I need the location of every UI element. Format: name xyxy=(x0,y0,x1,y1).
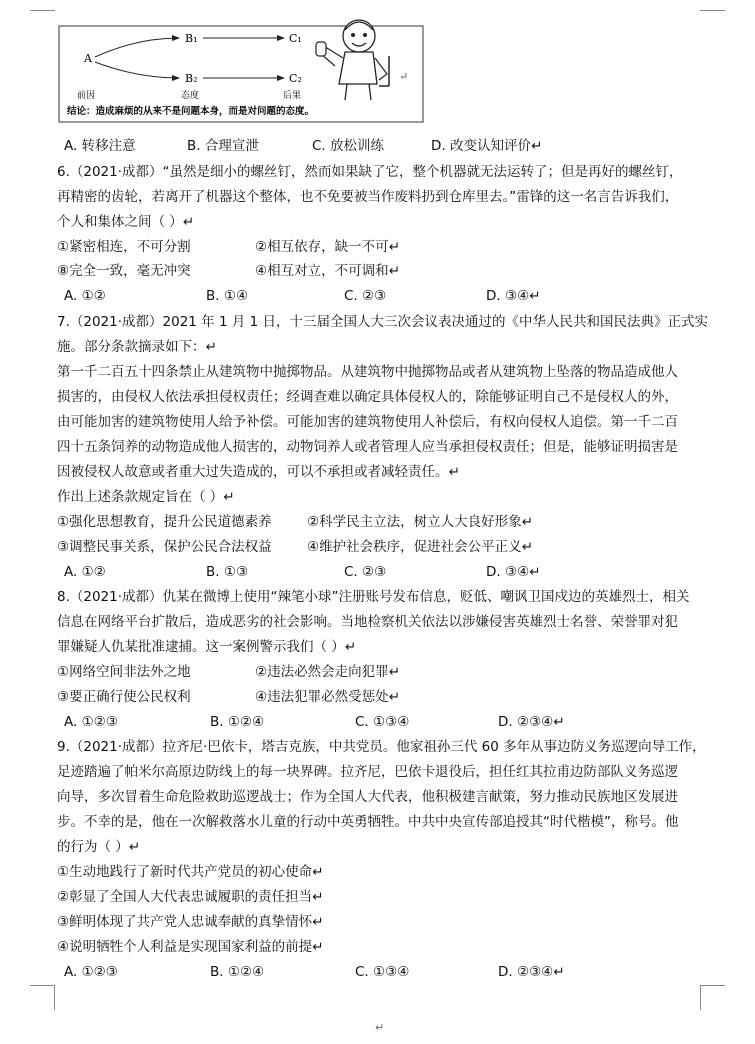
q8-option-c[interactable]: C. ①③④ xyxy=(355,714,410,730)
q6-choice-1: ①紧密相连，不可分割 xyxy=(57,239,191,255)
q6-stem-line-2: 再精密的齿轮，若离开了机器这个整体，也不免要被当作废料扔到仓库里去。”雷锋的这一名言告诉我们， xyxy=(57,189,679,205)
crop-mark-bottom-right xyxy=(700,985,725,1010)
q5-option-b[interactable]: B. 合理宣泄 xyxy=(187,138,259,154)
q8-choice-1: ①网络空间非法外之地 xyxy=(57,664,191,680)
q7-choice-4: ④维护社会秩序，促进社会公平正义↵ xyxy=(307,539,533,555)
q7-stem-line-2: 施。部分条款摘录如下：↵ xyxy=(57,339,217,355)
q9-stem-line-5: 的行为（ ）↵ xyxy=(57,839,141,855)
figure-return-mark: ↵ xyxy=(399,70,409,83)
q7-option-a[interactable]: A. ①② xyxy=(64,564,106,580)
abc-diagram-figure xyxy=(57,0,427,126)
q9-option-d[interactable]: D. ②③④↵ xyxy=(498,964,565,980)
q6-choice-2: ②相互依存，缺一不可↵ xyxy=(255,239,400,255)
node-c2: C₂ xyxy=(289,72,302,85)
q5-option-d[interactable]: D. 改变认知评价↵ xyxy=(431,138,543,154)
q9-choice-1: ①生动地践行了新时代共产党员的初心使命↵ xyxy=(57,864,324,880)
q7-stem-line-4: 损害的，由侵权人依法承担侵权责任；经调查难以确定具体侵权人的，除能够证明自己不是侵权人的外， xyxy=(57,389,678,405)
cartoon-character-illustration xyxy=(316,20,389,100)
q7-stem-line-5: 由可能加害的建筑物使用人给予补偿。可能加害的建筑物使用人补偿后，有权向侵权人追偿。第一千二百 xyxy=(57,414,678,430)
q9-choice-4: ④说明牺牲个人利益是实现国家利益的前提↵ xyxy=(57,939,324,955)
q8-option-d[interactable]: D. ②③④↵ xyxy=(498,714,565,730)
q6-option-d[interactable]: D. ③④↵ xyxy=(486,288,541,304)
label-result: 后果 xyxy=(283,91,302,101)
q7-option-c[interactable]: C. ②③ xyxy=(344,564,387,580)
crop-mark-top-right xyxy=(700,10,725,11)
q9-option-b[interactable]: B. ①②④ xyxy=(210,964,265,980)
label-attitude: 态度 xyxy=(181,91,200,101)
arrow-a-b1 xyxy=(95,38,179,57)
q8-choice-2: ②违法必然会走向犯罪↵ xyxy=(255,664,400,680)
label-cause: 前因 xyxy=(77,91,96,101)
q9-stem-line-4: 步。不幸的是，他在一次解救落水儿童的行动中英勇牺牲。中共中央宣传部追授其“时代楷模”，称号。他 xyxy=(57,814,679,830)
q7-option-b[interactable]: B. ①③ xyxy=(206,564,249,580)
q8-option-a[interactable]: A. ①②③ xyxy=(64,714,118,730)
conclusion-text: 结论：造成麻烦的从来不是问题本身，而是对问题的态度。 xyxy=(67,106,315,117)
q8-choice-4: ④违法犯罪必然受惩处↵ xyxy=(255,689,400,705)
q8-stem-line-3: 罪嫌疑人仇某批准逮捕。这一案例警示我们（ ）↵ xyxy=(57,639,357,655)
q9-stem-line-2: 足迹踏遍了帕米尔高原边防线上的每一块界碑。拉齐尼，巴依卡退役后，担任红其拉甫边防部队义务巡逻 xyxy=(57,764,678,780)
q7-stem-line-6: 四十五条饲养的动物造成他人损害的，动物饲养人或者管理人应当承担侵权责任；但是，能够证明损害是 xyxy=(57,439,678,455)
q7-choice-3: ③调整民事关系，保护公民合法权益 xyxy=(57,539,272,555)
footer-return-mark: ↵ xyxy=(375,1021,385,1034)
q6-option-b[interactable]: B. ①④ xyxy=(206,288,249,304)
q9-option-a[interactable]: A. ①②③ xyxy=(64,964,118,980)
q6-stem-line-3: 个人和集体之间（ ）↵ xyxy=(57,214,195,230)
crop-mark-top-left xyxy=(30,10,55,11)
q6-option-c[interactable]: C. ②③ xyxy=(344,288,387,304)
q7-stem-line-3: 第一千二百五十四条禁止从建筑物中抛掷物品。从建筑物中抛掷物品或者从建筑物上坠落的物品造成他人 xyxy=(57,364,678,380)
q7-stem-line-8: 作出上述条款规定旨在（ ）↵ xyxy=(57,489,235,505)
q9-stem-line-1: 9.（2021·成都）拉齐尼·巴依卡，塔吉克族，中共党员。他家祖孙三代 60 多年从事边防义务巡逻向导工作， xyxy=(57,739,706,755)
q7-choice-2: ②科学民主立法，树立人大良好形象↵ xyxy=(307,514,533,530)
node-b1: B₁ xyxy=(185,32,198,45)
q7-stem-line-1: 7.（2021·成都）2021 年 1 月 1 日，十三届全国人大三次会议表决通过的《中华人民共和国民法典》正式实 xyxy=(57,314,709,330)
q6-choice-3: ⑧完全一致，毫无冲突 xyxy=(57,263,191,279)
node-b2: B₂ xyxy=(185,72,198,85)
node-a: A xyxy=(84,52,92,65)
q7-stem-line-7: 因被侵权人故意或者重大过失造成的，可以不承担或者减轻责任。↵ xyxy=(57,464,460,480)
q9-choice-2: ②彰显了全国人大代表忠诚履职的责任担当↵ xyxy=(57,889,324,905)
q9-option-c[interactable]: C. ①③④ xyxy=(355,964,410,980)
arrow-a-b2 xyxy=(95,62,179,78)
node-c1: C₁ xyxy=(289,32,302,45)
q7-choice-1: ①强化思想教育，提升公民道德素养 xyxy=(57,514,272,530)
q6-option-a[interactable]: A. ①② xyxy=(64,288,106,304)
q8-option-b[interactable]: B. ①②④ xyxy=(210,714,265,730)
q6-stem-line-1: 6.（2021·成都）“虽然是细小的螺丝钉，然而如果缺了它，整个机器就无法运转了；但是再好的螺丝钉， xyxy=(57,164,683,180)
q8-stem-line-1: 8.（2021·成都）仇某在微博上使用“辣笔小球”注册账号发布信息，贬低、嘲讽卫国戍边的英雄烈士，相关 xyxy=(57,589,690,605)
q9-choice-3: ③鲜明体现了共产党人忠诚奉献的真挚情怀↵ xyxy=(57,914,324,930)
q5-option-a[interactable]: A. 转移注意 xyxy=(64,138,136,154)
crop-mark-bottom-left xyxy=(30,985,55,1010)
q7-option-d[interactable]: D. ③④↵ xyxy=(486,564,541,580)
q6-choice-4: ④相互对立，不可调和↵ xyxy=(255,263,400,279)
q8-choice-3: ③要正确行使公民权利 xyxy=(57,689,191,705)
q8-stem-line-2: 信息在网络平台扩散后，造成恶劣的社会影响。当地检察机关依法以涉嫌侵害英雄烈士名誉、荣誉罪对犯 xyxy=(57,614,678,630)
q5-option-c[interactable]: C. 放松训练 xyxy=(312,138,385,154)
q9-stem-line-3: 向导，多次冒着生命危险救助巡逻战士；作为全国人大代表，他积极建言献策，努力推动民族地区发展进 xyxy=(57,789,678,805)
